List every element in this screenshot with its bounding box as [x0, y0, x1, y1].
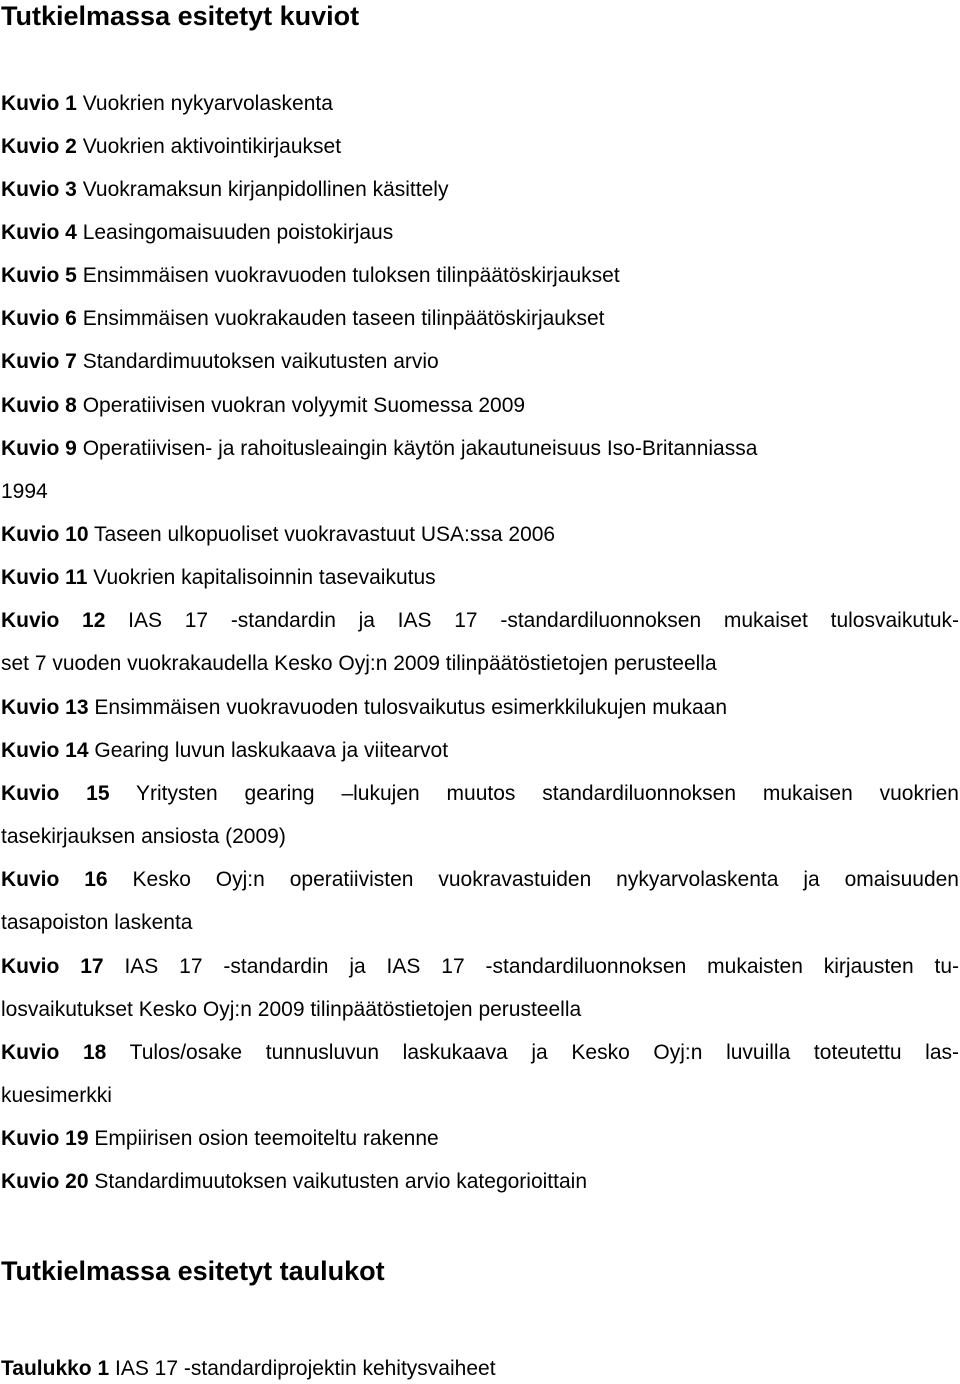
figure-label: Kuvio 3: [1, 178, 77, 201]
figure-list-item: [1, 133, 959, 161]
figure-label: Kuvio 5: [1, 264, 77, 287]
figure-title: tasekirjauksen ansiosta (2009): [1, 825, 286, 848]
figure-list-item: [1, 866, 959, 894]
figure-list-item: [1, 219, 959, 247]
figure-list-item: [1, 953, 959, 981]
figure-title: Ensimmäisen vuokrakauden taseen tilinpäätöskirjaukset: [82, 307, 605, 330]
figure-list-item: [1, 1039, 959, 1067]
figure-title: Ensimmäisen vuokravuoden tulosvaikutus esimerkkilukujen mukaan: [94, 696, 728, 719]
figure-title: losvaikutukset Kesko Oyj:n 2009 tilinpäätöstietojen perusteella: [1, 998, 582, 1021]
figure-title: Ensimmäisen vuokravuoden tuloksen tilinpäätöskirjaukset: [82, 264, 620, 287]
figure-label: Kuvio 14: [1, 739, 89, 762]
figure-title: kuesimerkki: [1, 1084, 112, 1107]
figure-title: Vuokrien aktivointikirjaukset: [82, 135, 342, 158]
figure-title: tasapoiston laskenta: [1, 911, 193, 934]
figure-list-item: [1, 737, 959, 765]
figure-label: Kuvio 17: [1, 955, 104, 978]
figure-title: Gearing luvun laskukaava ja viitearvot: [94, 739, 449, 762]
figure-title: Empiirisen osion teemoiteltu rakenne: [94, 1127, 439, 1150]
figure-label: Kuvio 19: [1, 1127, 89, 1150]
figure-title: Yritysten gearing –lukujen muutos standardiluonnoksen mukaisen vuokrien: [136, 782, 959, 805]
figure-label: Kuvio 2: [1, 135, 77, 158]
figure-list-item: [1, 176, 959, 204]
figure-label: Kuvio 6: [1, 307, 77, 330]
figure-list-item-continuation: [1, 823, 959, 851]
figure-title: Taseen ulkopuoliset vuokravastuut USA:ssa 2006: [94, 523, 556, 546]
figure-title: Leasingomaisuuden poistokirjaus: [82, 221, 394, 244]
figure-title: set 7 vuoden vuokrakaudella Kesko Oyj:n 2009 tilinpäätöstietojen perusteella: [1, 652, 717, 675]
figure-label: Kuvio 10: [1, 523, 89, 546]
figure-label: Kuvio 7: [1, 350, 77, 373]
figure-list-item: [1, 392, 959, 420]
figure-list-item: [1, 90, 959, 118]
figure-label: Kuvio 15: [1, 782, 110, 805]
table-label: Taulukko 1: [1, 1357, 110, 1380]
figure-list-item: [1, 305, 959, 333]
figure-list-item-continuation: [1, 478, 959, 506]
table-list-item: [1, 1355, 959, 1383]
figure-list-item-continuation: [1, 650, 959, 678]
figure-label: Kuvio 8: [1, 394, 77, 417]
figure-title: Standardimuutoksen vaikutusten arvio: [82, 350, 439, 373]
figure-label: Kuvio 1: [1, 92, 77, 115]
figure-label: Kuvio 4: [1, 221, 77, 244]
figures-heading: Tutkielmassa esitetyt kuviot: [1, 1, 360, 31]
figure-title: Standardimuutoksen vaikutusten arvio kategorioittain: [94, 1170, 587, 1193]
figure-title: IAS 17 -standardin ja IAS 17 -standardiluonnoksen mukaisten kirjausten tu-: [124, 955, 959, 978]
tables-heading: Tutkielmassa esitetyt taulukot: [1, 1256, 385, 1286]
figure-title: Operatiivisen- ja rahoitusleaingin käytön jakautuneisuus Iso-Britanniassa: [82, 437, 758, 460]
figure-list-item: [1, 607, 959, 635]
figure-list-item: [1, 694, 959, 722]
figure-label: Kuvio 16: [1, 868, 108, 891]
figure-label: Kuvio 12: [1, 609, 106, 632]
figure-title: Operatiivisen vuokran volyymit Suomessa 2009: [82, 394, 526, 417]
figure-title: Tulos/osake tunnusluvun laskukaava ja Kesko Oyj:n luvuilla toteutettu las-: [129, 1041, 959, 1064]
figure-list-item: [1, 1168, 959, 1196]
figure-label: Kuvio 13: [1, 696, 89, 719]
figure-title: Kesko Oyj:n operatiivisten vuokravastuiden nykyarvolaskenta ja omaisuuden: [132, 868, 959, 891]
figure-list-item-continuation: [1, 1082, 959, 1110]
figure-label: Kuvio 18: [1, 1041, 107, 1064]
figure-list-item: [1, 780, 959, 808]
figure-list-item-continuation: [1, 996, 959, 1024]
table-title: IAS 17 -standardiprojektin kehitysvaiheet: [114, 1357, 496, 1380]
figure-title: Vuokramaksun kirjanpidollinen käsittely: [82, 178, 449, 201]
figure-list-item: [1, 262, 959, 290]
figure-list-item: [1, 435, 959, 463]
figure-title: Vuokrien kapitalisoinnin tasevaikutus: [93, 566, 436, 589]
figure-list-item: [1, 1125, 959, 1153]
figure-title: Vuokrien nykyarvolaskenta: [82, 92, 333, 115]
figure-title: IAS 17 -standardin ja IAS 17 -standardiluonnoksen mukaiset tulosvaikutuk-: [128, 609, 959, 632]
figure-label: Kuvio 9: [1, 437, 77, 460]
figure-list-item-continuation: [1, 909, 959, 937]
figure-list-item: [1, 521, 959, 549]
figure-label: Kuvio 20: [1, 1170, 89, 1193]
figure-list-item: [1, 564, 959, 592]
figure-list-item: [1, 348, 959, 376]
figure-label: Kuvio 11: [1, 566, 88, 589]
figure-title: 1994: [1, 480, 48, 503]
